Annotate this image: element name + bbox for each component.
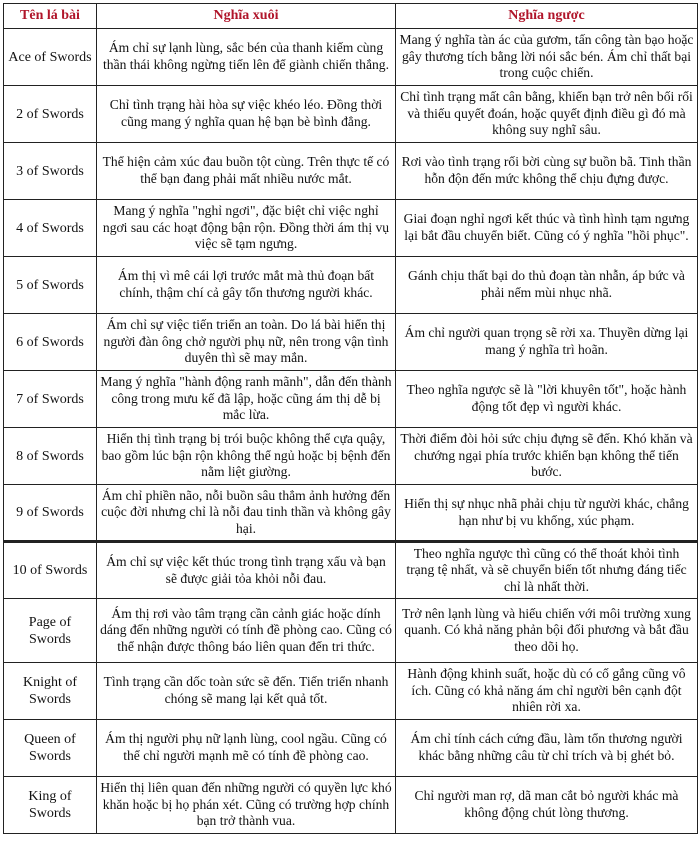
table-row xyxy=(4,257,698,314)
table-row xyxy=(4,777,698,834)
card-name: Queen of Swords xyxy=(4,720,97,777)
card-name: 10 of Swords xyxy=(4,542,97,599)
tarot-meaning-table xyxy=(3,3,698,834)
upright-meaning: Ám thị rơi vào tâm trạng cần cảnh giác hoặc dính dáng đến những người có tính đề phòng cao. Cũng có thể nhận được thông báo liên quan đến tri thức. xyxy=(97,599,396,663)
table-row xyxy=(4,371,698,428)
table-row xyxy=(4,485,698,542)
upright-meaning: Ám chỉ sự việc kết thúc trong tình trạng xấu và bạn sẽ được giải tỏa khỏi nỗi đau. xyxy=(97,542,396,599)
tarot-meaning-table-container xyxy=(3,3,697,834)
table-row xyxy=(4,200,698,257)
upright-meaning: Ám thị vì mê cái lợi trước mắt mà thủ đoạn bất chính, thậm chí cả gây tổn thương người khác. xyxy=(97,257,396,314)
table-row xyxy=(4,143,698,200)
reversed-meaning: Hành động khinh suất, hoặc dù có cố gắng cũng vô ích. Cũng có khả năng ám chỉ người bên cạnh đột nhiên rời xa. xyxy=(396,663,698,720)
upright-meaning: Ám chỉ phiền não, nỗi buồn sâu thẳm ảnh hưởng đến cuộc đời nhưng chỉ là nỗi đau tinh thần và không gây hại. xyxy=(97,485,396,542)
card-name: 7 of Swords xyxy=(4,371,97,428)
card-name: 2 of Swords xyxy=(4,86,97,143)
reversed-meaning: Giai đoạn nghỉ ngơi kết thúc và tình hình tạm ngưng lại bắt đầu chuyển biết. Cũng có ý nghĩa "hồi phục". xyxy=(396,200,698,257)
reversed-meaning: Theo nghĩa ngược thì cũng có thể thoát khỏi tình trạng tệ nhất, và sẽ chuyển biến tốt nhưng đáng tiếc chỉ là nhất thời. xyxy=(396,542,698,599)
upright-meaning: Hiển thị tình trạng bị trói buộc không thể cựa quậy, bao gồm lúc bận rộn không thể ngủ hoặc bị bệnh đến nằm liệt giường. xyxy=(97,428,396,485)
table-row xyxy=(4,663,698,720)
reversed-meaning: Gánh chịu thất bại do thủ đoạn tàn nhẫn, áp bức và phải nếm mùi nhục nhã. xyxy=(396,257,698,314)
reversed-meaning: Ám chỉ tính cách cứng đầu, làm tổn thương người khác bằng những câu từ chỉ trích và bị ghét bỏ. xyxy=(396,720,698,777)
card-name: 9 of Swords xyxy=(4,485,97,542)
card-name: King of Swords xyxy=(4,777,97,834)
reversed-meaning: Rơi vào tình trạng rối bời cùng sự buồn bã. Tinh thần hỗn độn đến mức không thể chịu đựng được. xyxy=(396,143,698,200)
upright-meaning: Mang ý nghĩa "hành động ranh mãnh", dẫn đến thành công trong mưu kế đã lập, hoặc cũng ám thị dễ bị mắc lừa. xyxy=(97,371,396,428)
card-name: 3 of Swords xyxy=(4,143,97,200)
header-upright-meaning: Nghĩa xuôi xyxy=(97,4,396,29)
card-name: Ace of Swords xyxy=(4,29,97,86)
upright-meaning: Thể hiện cảm xúc đau buồn tột cùng. Trên thực tế có thể bạn đang phải mất nhiều nước mắt. xyxy=(97,143,396,200)
reversed-meaning: Chỉ người man rợ, dã man cắt bỏ người khác mà không động chút lòng thương. xyxy=(396,777,698,834)
reversed-meaning: Ám chỉ người quan trọng sẽ rời xa. Thuyền dừng lại mang ý nghĩa trì hoãn. xyxy=(396,314,698,371)
table-row xyxy=(4,314,698,371)
reversed-meaning: Thời điểm đòi hỏi sức chịu đựng sẽ đến. Khó khăn và chướng ngại phía trước khiến bạn không thể tiến bước. xyxy=(396,428,698,485)
card-name: Page of Swords xyxy=(4,599,97,663)
table-row xyxy=(4,29,698,86)
table-row xyxy=(4,720,698,777)
upright-meaning: Hiển thị liên quan đến những người có quyền lực khó khăn hoặc bị họ phán xét. Cũng có trường hợp chính bạn trở thành vua. xyxy=(97,777,396,834)
reversed-meaning: Trở nên lạnh lùng và hiếu chiến với môi trường xung quanh. Có khả năng phản bội đối phương và bắt đầu theo dõi họ. xyxy=(396,599,698,663)
header-reversed-meaning: Nghĩa ngược xyxy=(396,4,698,29)
header-card-name: Tên lá bài xyxy=(4,4,97,29)
upright-meaning: Ám chỉ sự việc tiến triển an toàn. Do lá bài hiển thị người đàn ông chở người phụ nữ, nên trong vận tình duyên thì sẽ may mắn. xyxy=(97,314,396,371)
card-name: 5 of Swords xyxy=(4,257,97,314)
card-name: Knight of Swords xyxy=(4,663,97,720)
table-row xyxy=(4,542,698,599)
reversed-meaning: Chỉ tình trạng mất cân bằng, khiến bạn trở nên bối rối và thiếu quyết đoán, hoặc quyết định điều gì đó mà không suy nghĩ sâu. xyxy=(396,86,698,143)
reversed-meaning: Hiển thị sự nhục nhã phải chịu từ người khác, chẳng hạn như bị vu khống, xúc phạm. xyxy=(396,485,698,542)
upright-meaning: Mang ý nghĩa "nghỉ ngơi", đặc biệt chỉ việc nghỉ ngơi sau các hoạt động bận rộn. Đồng thời ám thị vụ việc sẽ tạm ngưng. xyxy=(97,200,396,257)
table-row xyxy=(4,86,698,143)
reversed-meaning: Mang ý nghĩa tàn ác của gươm, tấn công tàn bạo hoặc gây thương tích bằng lời nói sắc bén. Ám chỉ thất bại trong cuộc chiến. xyxy=(396,29,698,86)
card-name: 8 of Swords xyxy=(4,428,97,485)
card-name: 6 of Swords xyxy=(4,314,97,371)
reversed-meaning: Theo nghĩa ngược sẽ là "lời khuyên tốt", hoặc hành động tốt đẹp vì người khác. xyxy=(396,371,698,428)
upright-meaning: Chỉ tình trạng hài hòa sự việc khéo léo. Đồng thời cũng mang ý nghĩa quan hệ bạn bè bình đẳng. xyxy=(97,86,396,143)
table-header-row xyxy=(4,4,698,29)
table-row xyxy=(4,428,698,485)
upright-meaning: Tình trạng cần dốc toàn sức sẽ đến. Tiến triển nhanh chóng sẽ mang lại kết quả tốt. xyxy=(97,663,396,720)
table-row xyxy=(4,599,698,663)
card-name: 4 of Swords xyxy=(4,200,97,257)
upright-meaning: Ám thị người phụ nữ lạnh lùng, cool ngầu. Cũng có thể chỉ người mạnh mẽ có tính đề phòng cao. xyxy=(97,720,396,777)
upright-meaning: Ám chỉ sự lạnh lùng, sắc bén của thanh kiếm cùng thần thái không ngừng tiến lên để giành chiến thắng. xyxy=(97,29,396,86)
